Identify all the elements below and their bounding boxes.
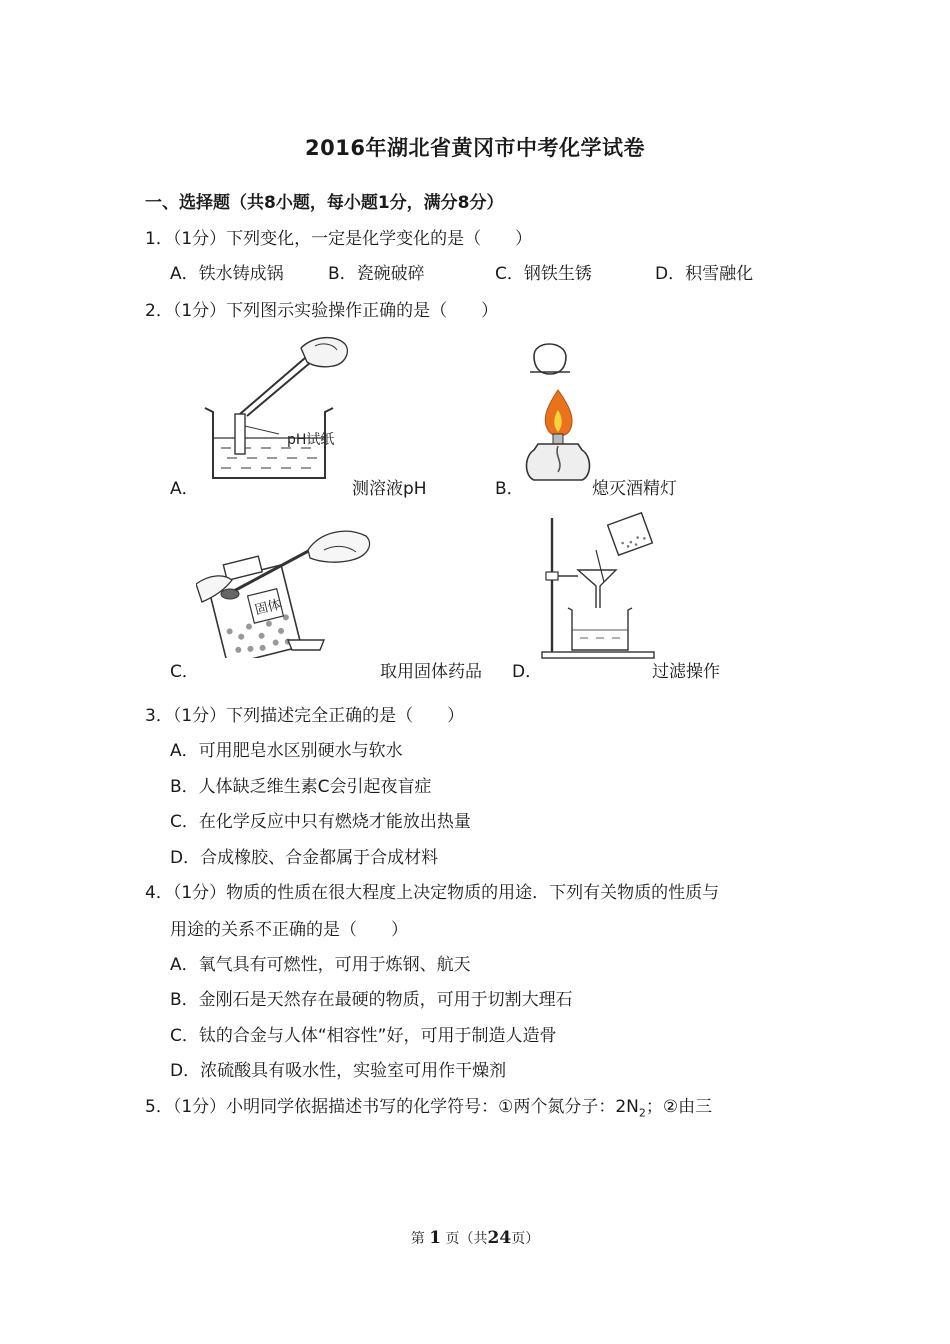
question-4-option-b: B．金刚石是天然存在最硬的物质，可用于切割大理石 <box>170 990 573 1010</box>
footer-total-pages: 24 <box>487 1228 512 1248</box>
question-1-option-d: D．积雪融化 <box>655 264 754 284</box>
question-4-option-d: D．浓硫酸具有吸水性，实验室可用作干燥剂 <box>170 1061 507 1081</box>
question-3-option-d: D．合成橡胶、合金都属于合成材料 <box>170 848 439 868</box>
page-footer <box>0 1228 950 1248</box>
page-title: 2016年湖北省黄冈市中考化学试卷 <box>305 136 645 160</box>
ph-paper-label: pH试纸 <box>287 432 335 448</box>
question-5-stem-main: 5．（1分）小明同学依据描述书写的化学符号：①两个氮分子：2N <box>145 1097 639 1117</box>
question-2-option-c-text: 取用固体药品 <box>380 662 482 682</box>
question-2-option-a-text: 测溶液pH <box>352 479 427 499</box>
footer-suffix: 页） <box>511 1231 540 1247</box>
question-3-stem: 3．（1分）下列描述完全正确的是（ ） <box>145 706 465 726</box>
question-2-stem: 2．（1分）下列图示实验操作正确的是（ ） <box>145 301 499 321</box>
question-4-stem-line-2: 用途的关系不正确的是（ ） <box>170 920 408 940</box>
section-heading: 一、选择题（共8小题，每小题1分，满分8分） <box>145 193 504 213</box>
question-3-option-c: C．在化学反应中只有燃烧才能放出热量 <box>170 812 471 832</box>
question-2-option-d-label: D． <box>512 662 543 682</box>
alcohol-lamp-illustration <box>520 338 600 488</box>
question-1-option-c: C．钢铁生锈 <box>495 264 592 284</box>
footer-middle: 页（共 <box>445 1231 488 1247</box>
question-1-option-b: B．瓷碗破碎 <box>328 264 425 284</box>
question-4-stem-line-1: 4．（1分）物质的性质在很大程度上决定物质的用途．下列有关物质的性质与 <box>145 883 720 903</box>
question-2-option-b-label: B． <box>495 479 524 499</box>
question-3-option-b: B．人体缺乏维生素C会引起夜盲症 <box>170 777 432 797</box>
solid-reagent-illustration <box>196 522 376 658</box>
question-2-option-a-label: A． <box>170 479 199 499</box>
question-5-stem-tail: ；②由三 <box>645 1097 713 1117</box>
bottle-label: 固体 <box>253 597 283 619</box>
question-1-stem: 1．（1分）下列变化，一定是化学变化的是（ ） <box>145 229 533 249</box>
question-4-option-c: C．钛的合金与人体“相容性”好，可用于制造人造骨 <box>170 1026 557 1046</box>
question-2-option-d-text: 过滤操作 <box>652 662 720 682</box>
question-3-option-a: A．可用肥皂水区别硬水与软水 <box>170 741 403 761</box>
question-2-option-c-label: C． <box>170 662 199 682</box>
ph-test-illustration <box>195 330 360 485</box>
question-2-option-b-text: 熄灭酒精灯 <box>592 479 677 499</box>
footer-prefix: 第 <box>410 1231 425 1247</box>
question-5-subscript: 2 <box>638 1106 646 1120</box>
footer-page-number: 1 <box>429 1228 442 1248</box>
question-5-stem <box>145 1092 712 1119</box>
question-1-option-a: A．铁水铸成锅 <box>170 264 284 284</box>
filtration-illustration <box>538 512 663 662</box>
question-4-option-a: A．氧气具有可燃性，可用于炼钢、航天 <box>170 955 471 975</box>
